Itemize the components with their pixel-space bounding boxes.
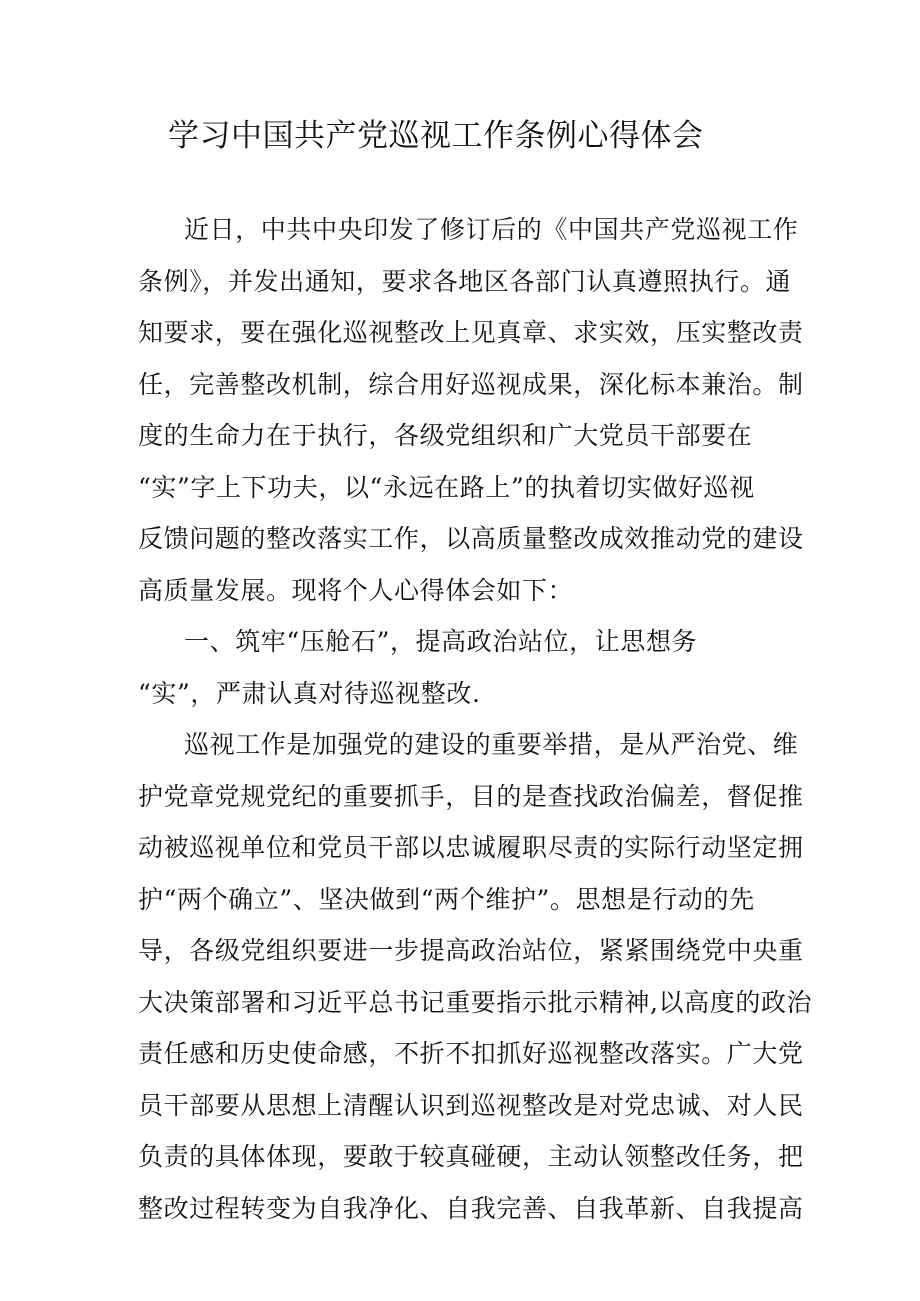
paragraph-line: 负责的具体体现，要敢于较真碰硬，主动认领整改任务，把 bbox=[138, 1142, 804, 1171]
document-title: 学习中国共产党巡视工作条例心得体会 bbox=[168, 118, 704, 154]
paragraph-line: “实”字上下功夫，以“永远在路上”的执着切实做好巡视 bbox=[138, 472, 755, 502]
paragraph-line: 护“两个确立”、坚决做到“两个维护”。思想是行动的先 bbox=[138, 884, 755, 914]
paragraph-line: 员干部要从思想上清醒认识到巡视整改是对党忠诚、对人民 bbox=[138, 1090, 804, 1120]
paragraph-line: 度的生命力在于执行，各级党组织和广大党员干部要在 bbox=[138, 421, 753, 450]
paragraph-line: 近日，中共中央印发了修订后的《中国共产党巡视工作 bbox=[184, 215, 799, 244]
paragraph-line: 整改过程转变为自我净化、自我完善、自我革新、自我提高 bbox=[138, 1193, 804, 1223]
paragraph-line: 高质量发展。现将个人心得体会如下： bbox=[138, 575, 574, 605]
paragraph-line: 巡视工作是加强党的建设的重要举措，是从严治党、维 bbox=[184, 730, 799, 759]
paragraph-line: 动被巡视单位和党员干部以忠诚履职尽责的实际行动坚定拥 bbox=[138, 833, 804, 862]
document-body bbox=[138, 204, 813, 1234]
paragraph-line: 护党章党规党纪的重要抓手，目的是查找政治偏差，督促推 bbox=[138, 781, 804, 811]
paragraph-line: 知要求，要在强化巡视整改上见真章、求实效，压实整改责 bbox=[138, 318, 804, 347]
paragraph-line: 条例》，并发出通知，要求各地区各部门认真遵照执行。通 bbox=[138, 266, 792, 296]
section-heading-line: “实”，严肃认真对待巡视整改. bbox=[138, 678, 481, 708]
paragraph-line: 任，完善整改机制，综合用好巡视成果，深化标本兼治。制 bbox=[138, 369, 804, 399]
paragraph-line: 大决策部署和习近平总书记重要指示批示精神,以高度的政治 bbox=[138, 987, 813, 1017]
section-heading-line: 一、筑牢“压舱石”，提高政治站位，让思想务 bbox=[184, 627, 698, 656]
paragraph-line: 导，各级党组织要进一步提高政治站位，紧紧围绕党中央重 bbox=[138, 936, 804, 965]
paragraph-line: 责任感和历史使命感，不折不扣抓好巡视整改落实。广大党 bbox=[138, 1039, 804, 1068]
paragraph-line: 反馈问题的整改落实工作，以高质量整改成效推动党的建设 bbox=[138, 524, 804, 553]
